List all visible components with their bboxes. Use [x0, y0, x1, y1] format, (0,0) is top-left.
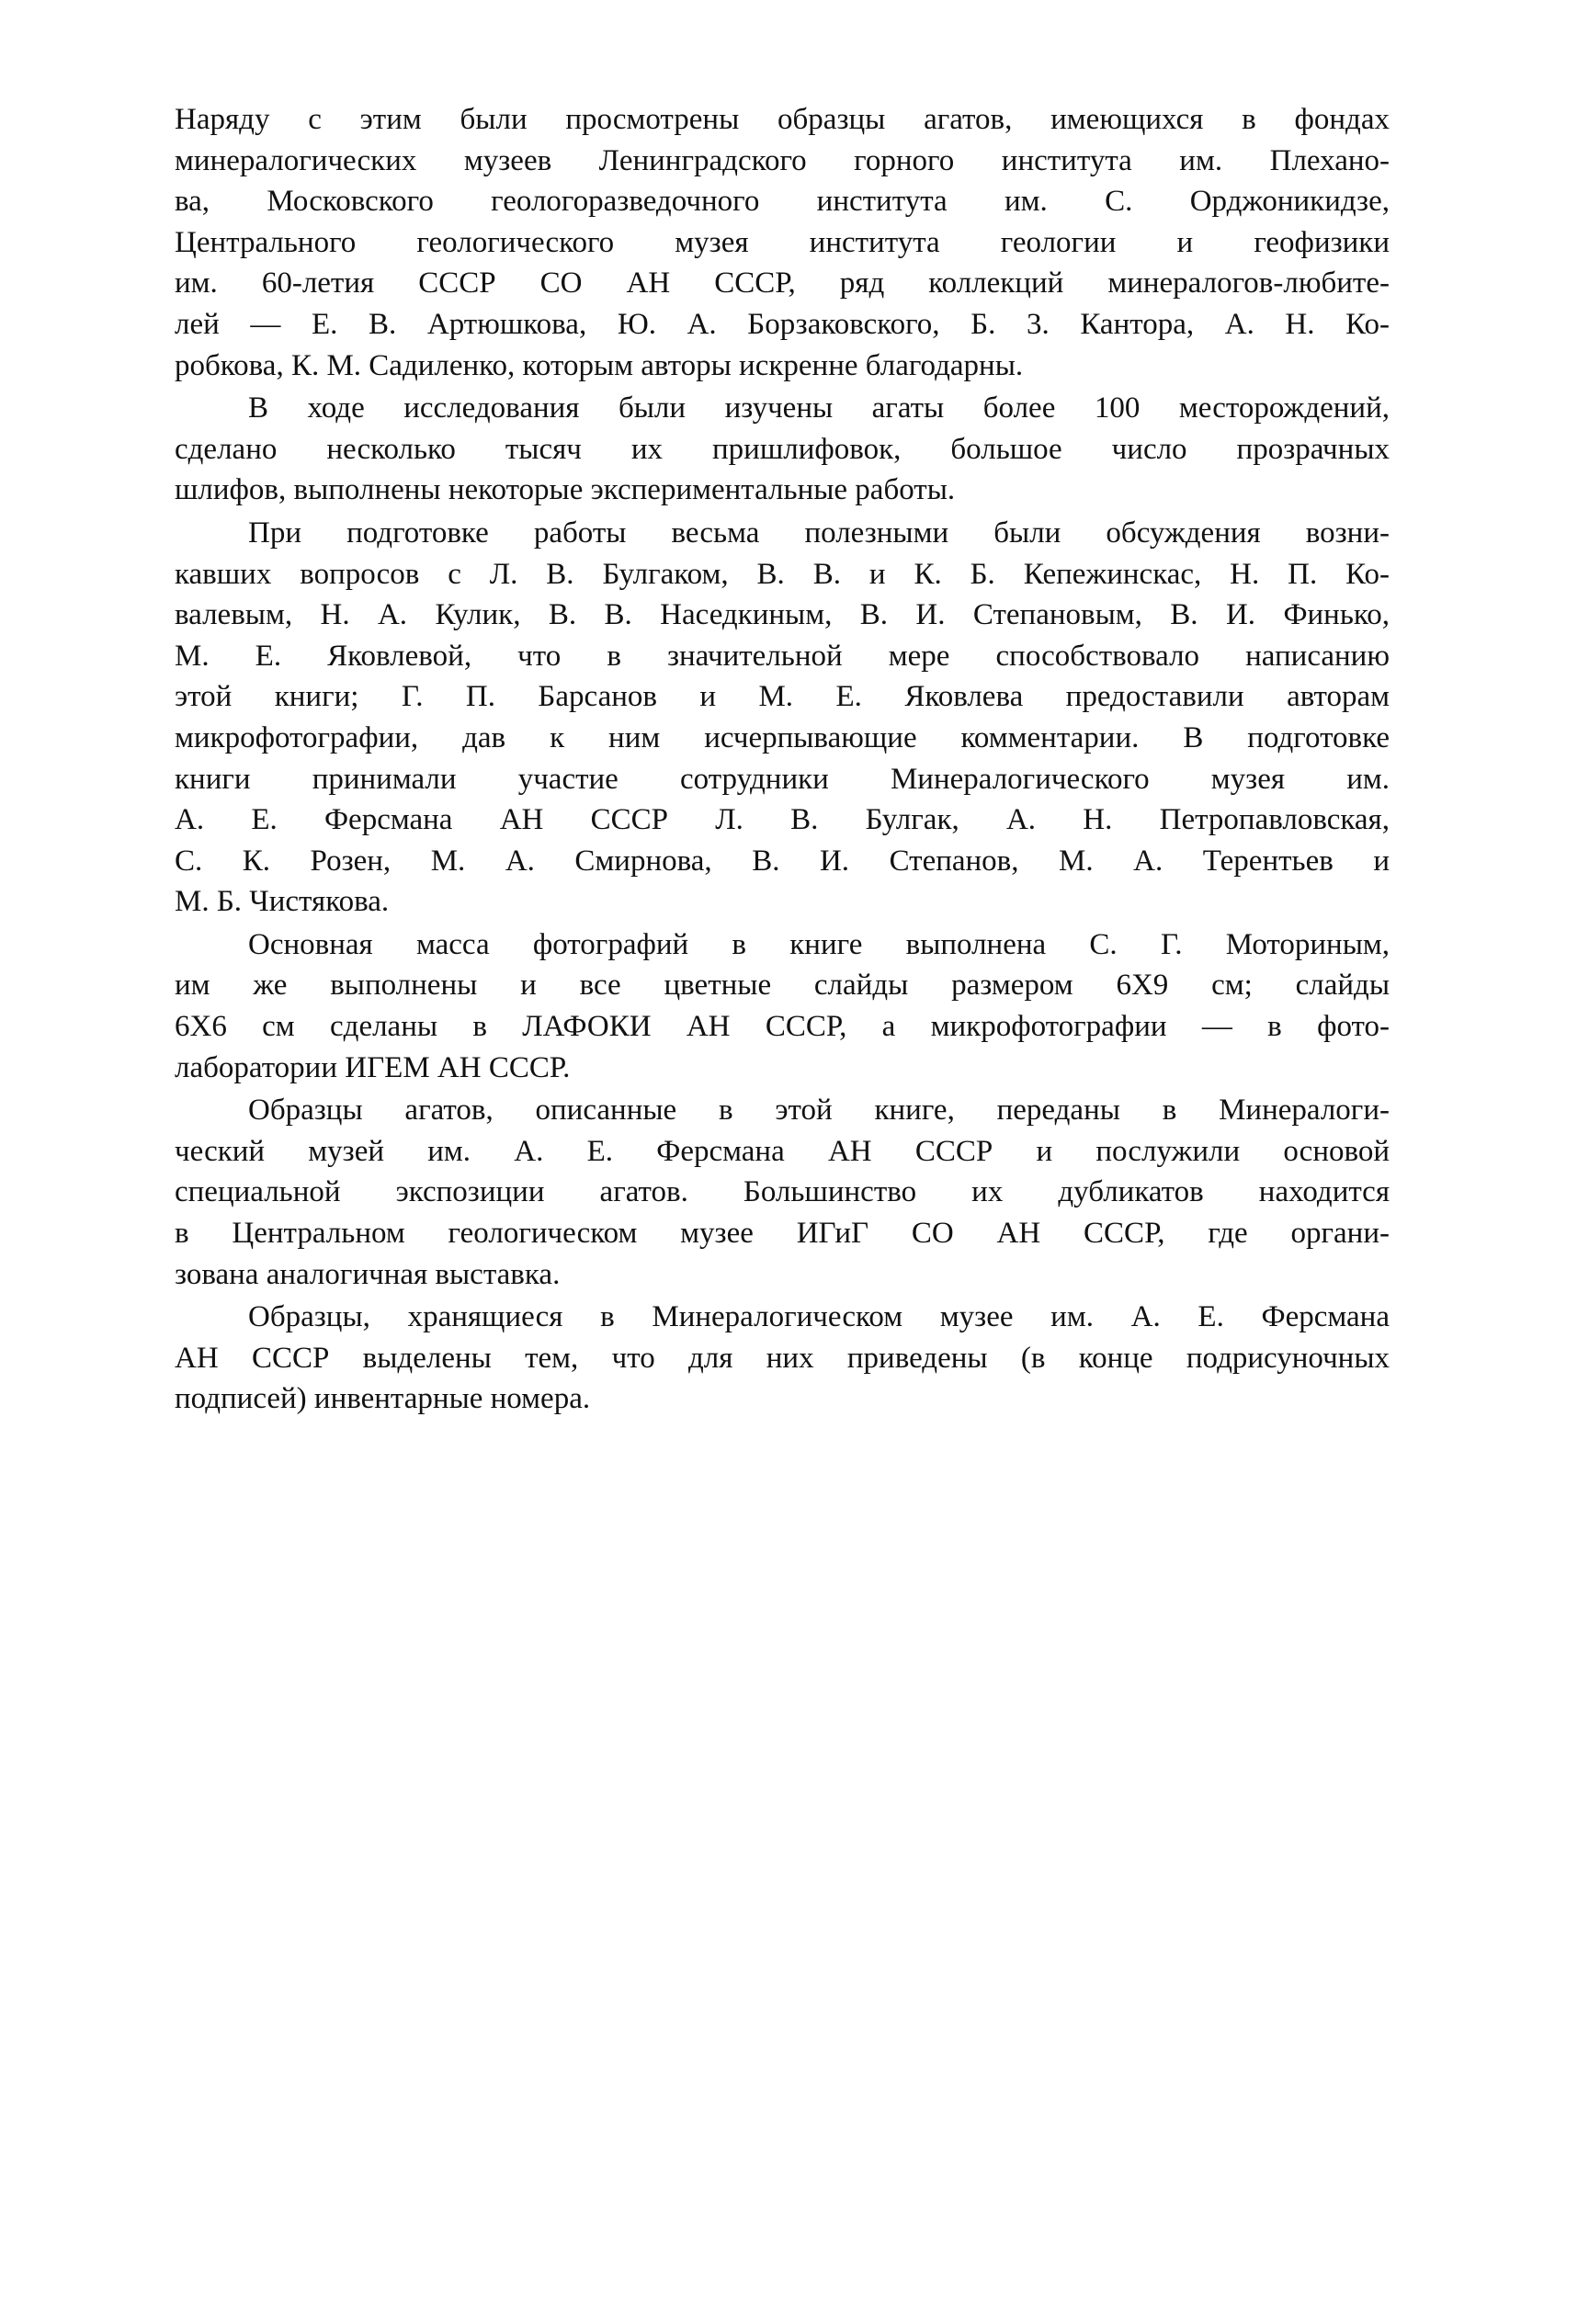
document-page	[175, 99, 1390, 1420]
text-line: книги принимали участие сотрудники Минералогического музея им.	[175, 762, 1390, 796]
text-line: лей — Е. В. Артюшкова, Ю. А. Борзаковского, Б. 3. Кантора, А. Н. Ко-	[175, 307, 1390, 341]
text-line: ва, Московского геологоразведочного института им. С. Орджоникидзе,	[175, 185, 1390, 219]
text-line: зована аналогичная выставка.	[175, 1257, 561, 1291]
text-line: Образцы агатов, описанные в этой книге, переданы в Минералоги-	[248, 1094, 1390, 1128]
text-line: Основная масса фотографий в книге выполнена С. Г. Моториным,	[248, 927, 1390, 961]
text-line: робкова, К. М. Садиленко, которым авторы искренне благодарны.	[175, 348, 1024, 382]
text-line: Образцы, хранящиеся в Минералогическом музее им. А. Е. Ферсмана	[248, 1300, 1390, 1334]
text-line: Наряду с этим были просмотрены образцы агатов, имеющихся в фондах	[175, 103, 1390, 136]
text-line: С. К. Розен, М. А. Смирнова, В. И. Степанов, М. А. Терентьев и	[175, 844, 1390, 878]
text-line: Центрального геологического музея института геологии и геофизики	[175, 225, 1390, 259]
paragraph-sample-transfer	[175, 1090, 1390, 1295]
text-line: лаборатории ИГЕМ АН СССР.	[175, 1050, 571, 1084]
text-line: подписей) инвентарные номера.	[175, 1382, 591, 1416]
text-line: специальной экспозиции агатов. Большинство их дубликатов находится	[175, 1175, 1390, 1209]
text-line: В ходе исследования были изучены агаты более 100 месторождений,	[248, 391, 1390, 425]
text-line: ческий музей им. А. Е. Ферсмана АН СССР и послужили основой	[175, 1134, 1390, 1168]
text-line: им же выполнены и все цветные слайды размером 6Х9 см; слайды	[175, 969, 1390, 1003]
text-line: М. Б. Чистякова.	[175, 885, 390, 919]
text-line: 6Х6 см сделаны в ЛАФОКИ АН СССР, а микрофотографии — в фото-	[175, 1010, 1390, 1044]
paragraph-acknowledgements	[175, 513, 1390, 923]
text-line: этой книги; Г. П. Барсанов и М. Е. Яковлева предоставили авторам	[175, 680, 1390, 714]
paragraph-photography	[175, 924, 1390, 1088]
text-line: минералогических музеев Ленинградского горного института им. Плехано-	[175, 143, 1390, 177]
paragraph-museum-samples	[175, 99, 1390, 386]
text-line: им. 60-летия СССР СО АН СССР, ряд коллекций минералогов-любите-	[175, 266, 1390, 300]
text-line: сделано несколько тысяч их пришлифовок, большое число прозрачных	[175, 432, 1390, 466]
text-line: валевым, Н. А. Кулик, В. В. Наседкиным, В. И. Степановым, В. И. Финько,	[175, 598, 1390, 632]
text-line: М. Е. Яковлевой, что в значительной мере способствовало написанию	[175, 639, 1390, 673]
text-line: При подготовке работы весьма полезными были обсуждения возни-	[248, 516, 1390, 550]
text-line: микрофотографии, дав к ним исчерпывающие комментарии. В подготовке	[175, 720, 1390, 754]
text-line: А. Е. Ферсмана АН СССР Л. В. Булгак, А. Н. Петропавловская,	[175, 803, 1390, 837]
paragraph-inventory-numbers	[175, 1297, 1390, 1420]
text-line: АН СССР выделены тем, что для них приведены (в конце подрисуночных	[175, 1341, 1390, 1375]
text-line: кавших вопросов с Л. В. Булгаком, В. В. и К. Б. Кепежинскас, Н. П. Ко-	[175, 557, 1390, 591]
paragraph-research-scope	[175, 388, 1390, 511]
text-line: шлифов, выполнены некоторые экспериментальные работы.	[175, 473, 956, 507]
text-line: в Центральном геологическом музее ИГиГ СО АН СССР, где органи-	[175, 1217, 1390, 1251]
